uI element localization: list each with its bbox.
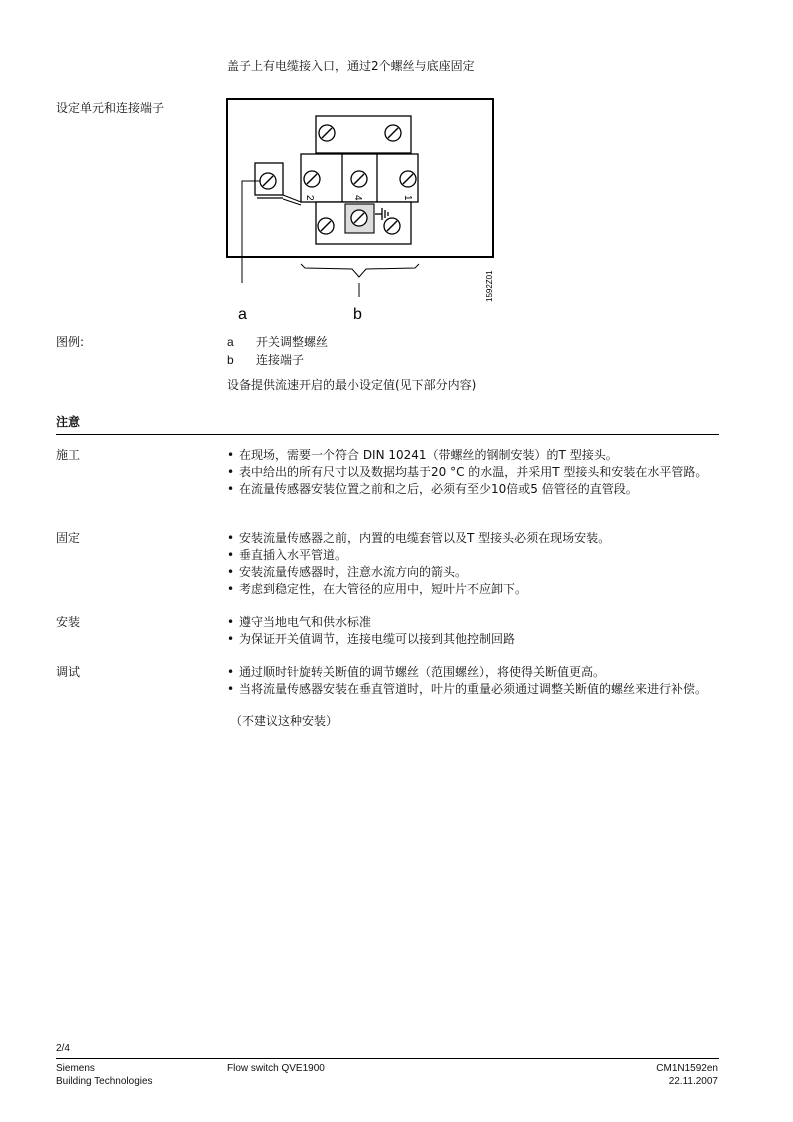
legend-key-b: b — [227, 353, 234, 367]
footer-date: 22.11.2007 — [668, 1076, 718, 1087]
terminal-number-2: 2 — [304, 195, 315, 201]
list-item: • 表中给出的所有尺寸以及数据均基于20 °C 的水温，并采用T 型接头和安装在水平管路。 — [227, 464, 712, 480]
construction-list — [227, 447, 712, 498]
commissioning-list — [227, 664, 712, 698]
terminal-number-4: 4 — [352, 195, 363, 201]
diagram-section-label: 设定单元和连接端子 — [56, 101, 165, 115]
terminal-number-1: 1 — [402, 195, 413, 201]
footer-divider — [56, 1058, 719, 1059]
legend-text-b: 连接端子 — [256, 353, 305, 367]
legend-text-a: 开关调整螺丝 — [256, 335, 329, 349]
notes-heading: 注意 — [56, 415, 81, 429]
list-item: • 在流量传感器安装位置之前和之后，必须有至少10倍或5 倍管径的直管段。 — [227, 481, 712, 497]
legend-label: 图例: — [56, 335, 85, 349]
figure-code: 1592Z01 — [485, 270, 494, 302]
footer-division: Building Technologies — [56, 1076, 153, 1087]
list-item: • 安装流量传感器时，注意水流方向的箭头。 — [227, 564, 712, 580]
fixing-list — [227, 530, 712, 598]
terminal-diagram — [225, 97, 500, 327]
list-item: • 通过顺时针旋转关断值的调节螺丝（范围螺丝），将使得关断值更高。 — [227, 664, 712, 680]
callout-a: a — [238, 306, 247, 323]
footer-product: Flow switch QVE1900 — [227, 1063, 325, 1074]
list-item: • 垂直插入水平管道。 — [227, 547, 712, 563]
list-item: • 在现场，需要一个符合 DIN 10241（带螺丝的钢制安装）的T 型接头。 — [227, 447, 712, 463]
installation-list — [227, 614, 712, 648]
commissioning-note: （不建议这种安装） — [230, 714, 339, 728]
section-label-construction: 施工 — [56, 448, 81, 462]
list-item: • 安装流量传感器之前，内置的电缆套管以及T 型接头必须在现场安装。 — [227, 530, 712, 546]
list-item: • 为保证开关值调节，连接电缆可以接到其他控制回路 — [227, 631, 712, 647]
leader-a — [242, 181, 260, 283]
footer-company: Siemens — [56, 1063, 95, 1074]
intro-text: 盖子上有电缆接入口，通过2个螺丝与底座固定 — [227, 59, 475, 73]
footer-doc-code: CM1N1592en — [656, 1063, 718, 1074]
section-label-installation: 安装 — [56, 615, 81, 629]
list-item: • 遵守当地电气和供水标准 — [227, 614, 712, 630]
section-label-fixing: 固定 — [56, 531, 81, 545]
list-item: • 考虑到稳定性，在大管径的应用中，短叶片不应卸下。 — [227, 581, 712, 597]
callout-b: b — [353, 306, 362, 323]
brace-b — [301, 264, 419, 277]
section-label-commissioning: 调试 — [56, 665, 81, 679]
heading-divider — [56, 434, 719, 435]
page-number: 2/4 — [56, 1043, 70, 1054]
legend-key-a: a — [227, 335, 234, 349]
list-item: • 当将流量传感器安装在垂直管道时，叶片的重量必须通过调整关断值的螺丝来进行补偿。 — [227, 681, 712, 697]
legend-note: 设备提供流速开启的最小设定值(见下部分内容) — [227, 378, 477, 392]
